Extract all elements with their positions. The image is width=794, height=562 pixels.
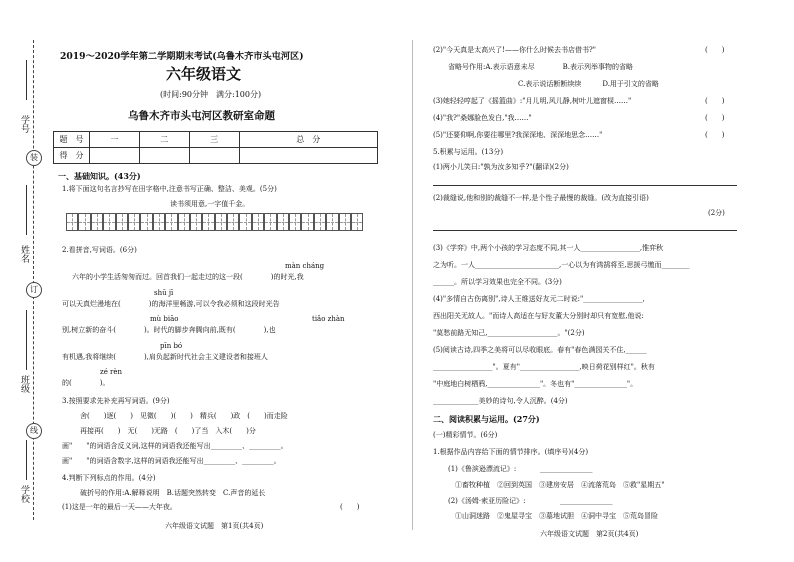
- binding-mark-ding: 订: [26, 282, 42, 298]
- question-5-1: (1)两小儿笑曰:"孰为汝多知乎?"(翻译)(2分): [433, 163, 569, 171]
- grid-cell[interactable]: [301, 213, 313, 231]
- grid-cell[interactable]: [178, 213, 190, 231]
- question-2: 2.看拼音,写词语。(6分): [62, 246, 137, 254]
- answer-blank[interactable]: _______________: [540, 465, 593, 473]
- grid-cell[interactable]: [190, 213, 202, 231]
- question-5-5-cont: "中庭地白树栖鸦,_______________"。冬也有"_______________"。: [433, 380, 638, 388]
- grid-cell[interactable]: [277, 213, 289, 231]
- answer-paren[interactable]: ( ): [705, 114, 725, 122]
- question-4-2: (2)"今天真是太高兴了!——你什么时候去书店借书?": [433, 46, 596, 54]
- binding-blank-line: [26, 60, 27, 100]
- table-cell: 一: [90, 132, 140, 148]
- question-5-3-cont: ______。所以学习效果也完全不同。(3分): [433, 278, 562, 286]
- grid-cell[interactable]: [153, 213, 165, 231]
- question-4-3: (3)她轻轻哼起了《摇篮曲》:"月儿明,风儿静,树叶儿遮窗棂……": [433, 97, 632, 105]
- question-5-3-cont: 之为听。一人________________________,一心以为有鸿鹄将至,思援弓缴而________: [433, 261, 690, 269]
- grid-cell[interactable]: [165, 213, 177, 231]
- question-4-5: (5)"还要仰啊,你要往哪里?我深深地、深深地思念……": [433, 131, 603, 139]
- idiom-task: 画" "的词语含数字,这样的词语我还能写出_________、_________。: [62, 457, 281, 465]
- question-5: 5.积累与运用。(13分): [433, 148, 504, 156]
- page-footer-right: 六年级语文试题 第2页(共4页): [540, 530, 639, 538]
- binding-dashed-line: [33, 40, 34, 520]
- idiom-row: 舍( )逐( ) 见微( )( ) 精兵( )政 ( )而走险: [80, 412, 288, 420]
- grid-cell[interactable]: [339, 213, 351, 231]
- table-cell: 二: [139, 132, 189, 148]
- binding-label-school: 学校: [19, 485, 29, 503]
- reading-question-1-2: (2)《汤姆·索亚历险记》:: [448, 497, 526, 505]
- binding-label-class: 班级: [19, 375, 29, 393]
- grid-cell[interactable]: [91, 213, 103, 231]
- binding-blank-line: [26, 185, 27, 235]
- copy-text: 读书须用意,一字值千金。: [170, 200, 250, 208]
- question-5-2-score: (2分): [708, 209, 725, 217]
- score-input-cell[interactable]: [239, 148, 377, 164]
- grid-cell[interactable]: [215, 213, 227, 231]
- table-cell: 三: [189, 132, 239, 148]
- grid-cell[interactable]: [227, 213, 239, 231]
- ellipsis-usage-2: C.表示说话断断续续 D.用于引文的省略: [518, 80, 659, 88]
- reading-question-1: 1.根据作品内容给下面的情节排序。(填序号)(4分): [433, 448, 589, 456]
- binding-blank-line: [26, 440, 27, 480]
- paragraph-line: 别,树立新的奋斗( )。时代的脚步奔腾向前,既有( ),也: [62, 326, 276, 334]
- score-table: [53, 131, 378, 164]
- ellipsis-usage: 省略号作用:A.表示语意未尽 B.表示列举事物的省略: [448, 63, 634, 71]
- pinyin-3: mù biāo: [150, 315, 179, 323]
- plot-options: ①畜牧种植 ②回到英国 ③建房安居 ④流落荒岛 ⑤救"星期五": [455, 481, 665, 489]
- grid-cell[interactable]: [326, 213, 338, 231]
- grid-cell[interactable]: [264, 213, 276, 231]
- org-line: 乌鲁木齐市头屯河区教研室命题: [128, 110, 275, 122]
- grid-cell[interactable]: [140, 213, 152, 231]
- question-5-5-cont: _________________"。夏有"_________________,映日荷花别样红"。秋有: [433, 363, 655, 371]
- pinyin-4: tiǎo zhàn: [312, 315, 345, 323]
- binding-mark-xian: 线: [26, 423, 42, 439]
- question-4: 4.判断下列标点的作用。(4分): [62, 474, 156, 482]
- grid-cell[interactable]: [116, 213, 128, 231]
- question-5-5: (5)阅读古诗,四季之美将可以尽收眼底。春有"春色满园关不住,______: [433, 346, 647, 354]
- table-cell: 得 分: [54, 148, 90, 164]
- section-2-heading: 二、阅读积累与运用。(27分): [433, 414, 540, 424]
- answer-paren[interactable]: ( ): [340, 503, 360, 511]
- grid-cell[interactable]: [66, 213, 78, 231]
- pinyin-5: pīn bó: [160, 342, 183, 350]
- grid-cell[interactable]: [289, 213, 301, 231]
- answer-paren[interactable]: ( ): [705, 97, 725, 105]
- time-score: (时间:90分钟 满分:100分): [160, 90, 262, 99]
- grid-cell[interactable]: [78, 213, 90, 231]
- grid-cell[interactable]: [314, 213, 326, 231]
- question-5-4-cont: 西出阳关无故人。"而诗人高适在与好友董大分别时却只有宽慰,他说:: [433, 312, 644, 320]
- paragraph-line: 的( )。: [62, 379, 110, 387]
- subject-title: 六年级语文: [166, 65, 242, 83]
- pinyin-1: màn cháng: [285, 262, 325, 270]
- question-5-3: (3)《学弈》中,两个小孩的学习态度不同,其一人_________________,惟弈秋: [433, 244, 664, 252]
- question-4-1: (1)这是一年的最后一天——大年夜。: [62, 503, 177, 511]
- grid-cell[interactable]: [351, 213, 363, 231]
- page-footer-left: 六年级语文试题 第1页(共4页): [165, 522, 264, 530]
- idiom-task: 画" "的词语含反义词,这样的词语我还能写出_________、_________。: [62, 442, 288, 450]
- question-5-2: (2)裁缝说,他和别的裁缝不一样,是个性子最慢的裁缝。(改为直接引语): [433, 194, 649, 202]
- answer-paren[interactable]: ( ): [705, 131, 725, 139]
- question-5-4-cont: "莫愁前路无知己,____________________。"(2分): [433, 329, 585, 337]
- grid-cell[interactable]: [128, 213, 140, 231]
- question-4-4: (4)"我?"桑娜脸色发白,"我……": [433, 114, 532, 122]
- grid-cell[interactable]: [239, 213, 251, 231]
- exam-title: 2019～2020学年第二学期期末考试(乌鲁木齐市头屯河区): [60, 51, 304, 62]
- answer-paren[interactable]: ( ): [705, 46, 725, 54]
- table-cell: 题 号: [54, 132, 90, 148]
- score-input-cell[interactable]: [189, 148, 239, 164]
- answer-blank[interactable]: _______________: [560, 497, 613, 505]
- binding-label-student-id: 学号: [19, 115, 29, 133]
- score-input-cell[interactable]: [139, 148, 189, 164]
- table-cell: 总 分: [239, 132, 377, 148]
- plot-options: ①山洞迷路 ②鬼屋寻宝 ③墓地试胆 ④洞中寻宝 ⑤荒岛冒险: [455, 512, 658, 520]
- paragraph-line: 可以天真烂漫地在( )的海洋里畅游,可以令我必须和这段时光告: [62, 300, 280, 308]
- question-1: 1.将下面这句名言抄写在田字格中,注意书写正确、整洁、美观。(5分): [62, 185, 277, 193]
- dash-usage: 破折号的作用:A.解释说明 B.话题突然转变 C.声音的延长: [80, 489, 266, 497]
- binding-mark-zhuang: 装: [26, 150, 42, 166]
- grid-cell[interactable]: [202, 213, 214, 231]
- paragraph-line: 有机遇,我将继续( ),肩负起新时代社会主义建设者和接班人: [62, 353, 268, 361]
- answer-line[interactable]: [433, 230, 737, 231]
- question-5-5-cont: _____________美妙的诗句,令人沉醉。(4分): [433, 397, 568, 405]
- pinyin-6: zé rèn: [100, 368, 123, 376]
- subsection-heading: (一)精彩情节。(6分): [433, 431, 498, 439]
- question-5-4: (4)"多情自古伤离别",诗人王维送好友元二时说:"_________________,: [433, 295, 645, 303]
- grid-cell[interactable]: [103, 213, 115, 231]
- writing-grid[interactable]: [66, 213, 363, 231]
- question-3: 3.按照要求先补充再写词语。(9分): [62, 397, 170, 405]
- paragraph-line: 六年的小学生活匆匆而过。回首我们一起走过的这一段( )的时光,我: [72, 273, 304, 281]
- answer-line[interactable]: [433, 185, 737, 186]
- column-divider: [412, 40, 413, 530]
- reading-question-1-1: (1)《鲁滨逊漂流记》:: [448, 465, 517, 473]
- grid-cell[interactable]: [252, 213, 264, 231]
- binding-blank-line: [26, 310, 27, 370]
- binding-label-name: 姓名: [19, 245, 29, 263]
- score-input-cell[interactable]: [90, 148, 140, 164]
- section-1-heading: 一、基础知识。(43分): [58, 171, 141, 181]
- idiom-row: 再接再( ) 无( )无路 ( )了当 入木( )分: [80, 427, 256, 435]
- pinyin-2: shū jī: [154, 289, 174, 297]
